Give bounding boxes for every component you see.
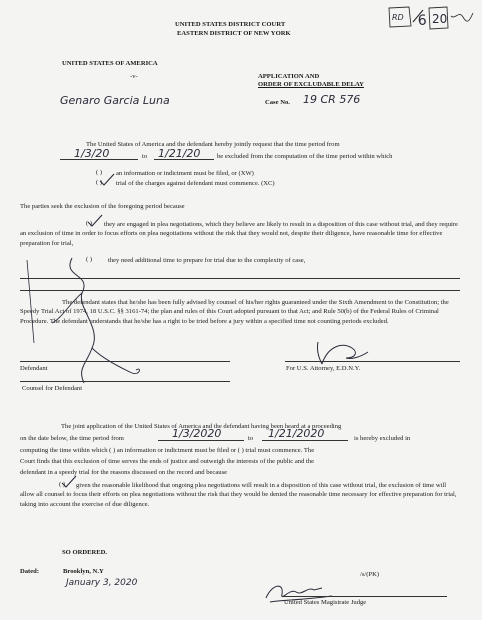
order-text-line3: computing the time within which ( ) an information or indictment must be filed or ( ) trial must commence. The <box>20 447 315 454</box>
defendant-name-handwritten: Genaro Garcia Luna <box>60 94 170 107</box>
dated-label: Dated: <box>20 568 40 575</box>
received-stamp <box>381 4 475 32</box>
defendant-advisement: The defendant states that he/she has been fully advised by counsel of his/her rights guaranteed under the Sixth Amendment to the Constitution; the Speedy Trial Act of 1974, 18 U.S.C. §§ 3161-74; the plan and rules of this Court adopted pursuant to that Act; and Rule 50(b) of the Federal Rules of Criminal Procedure. The defendant understands that he/she has a right to be tried before a jury within a specified time not counting periods excluded. <box>20 299 449 325</box>
defendant-signature-label: Defendant <box>20 365 48 372</box>
plaintiff-name: UNITED STATES OF AMERICA <box>62 60 158 67</box>
reasons-intro: The parties seek the exclusion of the foregoing period because <box>20 203 185 210</box>
order-to-date-line <box>262 440 348 441</box>
request-text-end: be excluded from the computation of the time period within which <box>217 153 393 160</box>
svg-text:RD: RD <box>392 13 404 22</box>
request-to-word: to <box>142 153 148 160</box>
counsel-signature-line <box>20 381 230 382</box>
court-name: UNITED STATES DISTRICT COURT <box>175 21 286 28</box>
order-text-line2: on the date below, the time period from <box>20 435 124 442</box>
order-from-date-line <box>158 440 244 441</box>
order-text-line1: The joint application of the United States of America and the defendant having been heard at a proceeding <box>61 423 342 430</box>
option-information: an information or indictment must be filed, or (XW) <box>116 170 254 177</box>
judge-label: United States Magistrate Judge <box>284 599 367 606</box>
versus-mark: -v- <box>130 73 138 80</box>
order-text-line2-end: is hereby excluded in <box>354 435 411 442</box>
svg-text:6: 6 <box>417 12 428 29</box>
request-text: The United States of America and the defendant hereby jointly request that the time period from <box>86 141 340 148</box>
order-text-line5: defendant in a speedy trial for the reasons discussed on the record and because <box>20 469 228 476</box>
svg-text:20: 20 <box>432 12 448 26</box>
defendant-signature <box>22 248 172 403</box>
order-from-date: 1/3/2020 <box>172 427 222 440</box>
option-trial: trial of the charges against defendant must commence. (XC) <box>116 180 275 187</box>
request-from-date: 1/3/20 <box>74 147 110 160</box>
request-to-date: 1/21/20 <box>158 147 201 160</box>
checkbox-trial[interactable]: ( ) <box>96 179 103 186</box>
dated-place: Brooklyn, N.Y <box>63 568 104 575</box>
reason-complexity: they need additional time to prepare for trial due to the complexity of case, <box>108 257 306 264</box>
court-district: EASTERN DISTRICT OF NEW YORK <box>177 30 291 37</box>
reason-plea-negotiations: they are engaged in plea negotiations, which they believe are likely to result in a disposition of this case without trial, and they require an exclusion of time in order to focus efforts on plea negotiations without the risk that they would not, despite their diligence, have reasonable time for effective preparation for trial, <box>20 221 458 247</box>
so-ordered: SO ORDERED. <box>62 549 108 556</box>
judge-signature-line <box>282 596 447 597</box>
checkbox-complexity[interactable]: ( ) <box>86 256 93 263</box>
checkbox-finding[interactable]: ( ) <box>59 481 66 488</box>
order-to-date: 1/21/2020 <box>268 427 325 440</box>
dated-handwritten: January 3, 2020 <box>66 578 138 588</box>
checkbox-plea[interactable]: ( ) <box>86 220 93 227</box>
case-number-label: Case No. <box>265 99 290 106</box>
checkbox-information[interactable]: ( ) <box>96 169 103 176</box>
order-text-line4: Court finds that this exclusion of time serves the ends of justice and outweigh the interests of the public and the <box>20 458 315 465</box>
document-title-line1: APPLICATION AND <box>258 73 320 80</box>
counsel-signature-label: Counsel for Defendant <box>22 385 83 392</box>
checkmark-icon <box>98 173 116 192</box>
usa-signature-line <box>285 361 460 362</box>
order-to-word: to <box>248 435 254 442</box>
document-title-line2: ORDER OF EXCLUDABLE DELAY <box>258 81 364 88</box>
case-number-value: 19 CR 576 <box>303 93 361 106</box>
judge-slash-signature: /s/(PK) <box>360 571 380 578</box>
defendant-signature-line <box>20 361 230 362</box>
usa-signature-label: For U.S. Attorney, E.D.N.Y. <box>286 365 361 372</box>
court-finding: given the reasonable likelihood that ongoing plea negotiations will result in a disposition of this case without trial, the exclusion of time will allow all counsel to focus their efforts on plea negotiations without the risk that they would be denied the reasonable time necessary for effective preparation for trial, taking into account the exercise of due diligence. <box>20 482 457 508</box>
